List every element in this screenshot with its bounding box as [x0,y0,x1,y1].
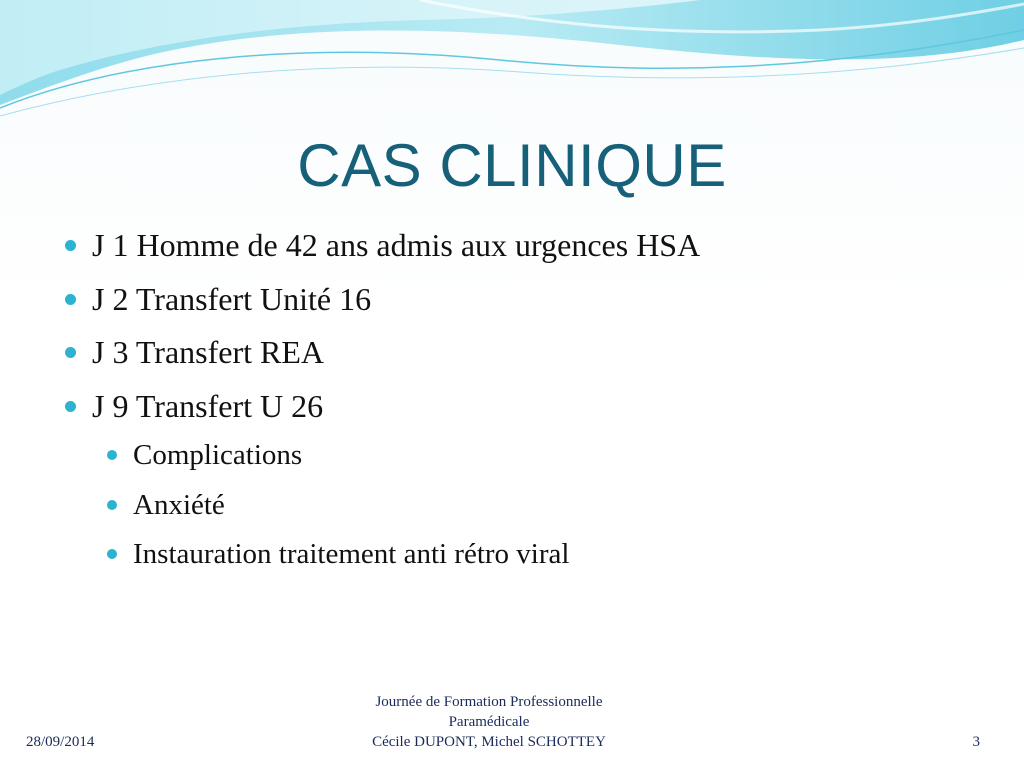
footer-date: 28/09/2014 [26,734,95,750]
sub-bullet-text: Instauration traitement anti rétro viral [133,538,570,570]
sub-bullet-dot-icon [107,549,117,559]
bullet-dot-icon [65,401,76,412]
sub-bullet-dot-icon [107,450,117,460]
bullet-text: J 9 Transfert U 26 [92,388,324,424]
bullet-item [92,225,700,265]
footer-title-line: Journée de Formation Professionnelle [375,694,603,710]
sub-bullet-dot-icon [107,500,117,510]
bullet-dot-icon [65,240,76,251]
sub-bullet-item [133,487,225,523]
footer-title [330,692,648,752]
bullet-item [92,386,323,426]
bullet-text: J 1 Homme de 42 ans admis aux urgences HSA [92,227,701,263]
page-number: 3 [972,734,980,750]
sub-bullet-text: Complications [133,439,303,471]
slide-title: CAS CLINIQUE [297,132,727,199]
bullet-item [92,332,324,372]
sub-bullet-text: Anxiété [133,489,225,521]
sub-bullet-item [133,536,569,572]
sub-bullet-item [133,437,302,473]
bullet-dot-icon [65,347,76,358]
bullet-item [92,279,371,319]
bullet-dot-icon [65,294,76,305]
footer-authors: Cécile DUPONT, Michel SCHOTTEY [372,734,606,750]
bullet-text: J 2 Transfert Unité 16 [92,281,372,317]
bullet-text: J 3 Transfert REA [92,334,325,370]
footer-title-line: Paramédicale [448,714,530,730]
